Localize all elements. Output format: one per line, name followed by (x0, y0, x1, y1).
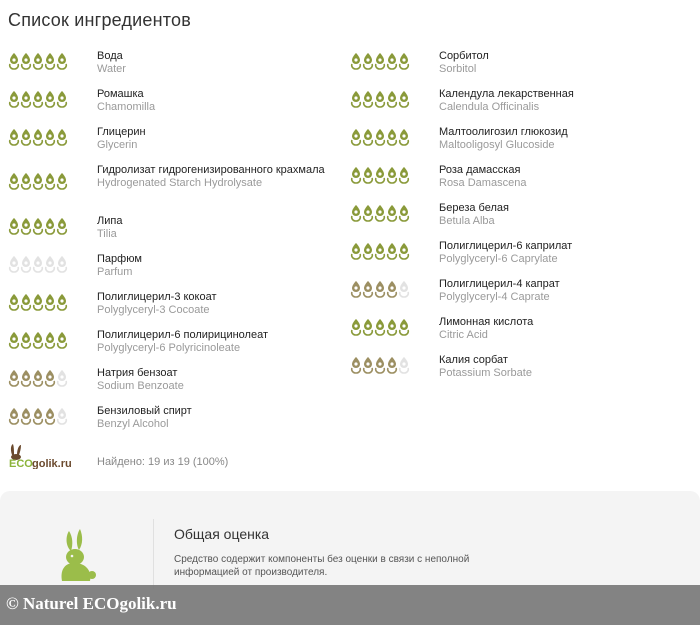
drop-icon (8, 217, 20, 235)
ingredients-column-right (350, 50, 680, 392)
ingredient-name-inci: Water (97, 63, 126, 75)
ingredient-row[interactable] (350, 88, 680, 126)
drop-icon (398, 242, 410, 260)
safety-rating (8, 331, 68, 349)
ingredient-row[interactable] (8, 50, 338, 88)
drop-icon (8, 172, 20, 190)
drop-icon (374, 52, 386, 70)
page-title: Список ингредиентов (8, 10, 192, 30)
ingredient-name-ru[interactable]: Полиглицерил-6 полирицинолеат (97, 329, 268, 341)
ingredient-name-ru[interactable]: Бензиловый спирт (97, 405, 192, 417)
ingredient-row[interactable] (8, 215, 338, 253)
ingredient-name-ru[interactable]: Лимонная кислота (439, 316, 534, 328)
drop-icon (44, 128, 56, 146)
ingredient-names (439, 354, 679, 380)
ingredient-row[interactable] (350, 354, 680, 392)
ingredient-name-inci: Polyglyceryl-6 Polyricinoleate (97, 342, 241, 354)
drop-icon (56, 407, 68, 425)
ingredient-name-ru[interactable]: Малтоолигозил глюкозид (439, 126, 568, 138)
ingredient-row[interactable] (350, 202, 680, 240)
ecogolik-logo-graphic (8, 443, 86, 469)
drop-icon (398, 90, 410, 108)
drop-icon (374, 166, 386, 184)
watermark-bar (0, 585, 700, 625)
drop-icon (32, 369, 44, 387)
drop-icon (362, 128, 374, 146)
ingredient-names (97, 50, 337, 76)
ingredient-name-inci: Sodium Benzoate (97, 380, 184, 392)
ingredient-name-inci: Tilia (97, 228, 117, 240)
ingredient-name-ru[interactable]: Полиглицерил-3 кокоат (97, 291, 217, 303)
drop-icon (44, 255, 56, 273)
rabbit-icon (52, 527, 100, 583)
drop-icon (398, 318, 410, 336)
drop-icon (350, 52, 362, 70)
drop-icon (56, 217, 68, 235)
drop-icon (386, 318, 398, 336)
drop-icon (398, 204, 410, 222)
drop-icon (44, 407, 56, 425)
safety-rating (350, 356, 410, 374)
ingredient-row[interactable] (350, 278, 680, 316)
ingredient-name-ru[interactable]: Глицерин (97, 126, 146, 138)
ingredient-names (439, 164, 679, 190)
ingredient-row[interactable] (8, 405, 338, 443)
drop-icon (350, 280, 362, 298)
ingredient-names (97, 405, 337, 431)
ingredient-name-ru[interactable]: Роза дамасская (439, 164, 521, 176)
drop-icon (362, 280, 374, 298)
drop-icon (32, 217, 44, 235)
drop-icon (350, 356, 362, 374)
drop-icon (32, 52, 44, 70)
drop-icon (20, 369, 32, 387)
drop-icon (32, 172, 44, 190)
ingredient-row[interactable] (350, 164, 680, 202)
ingredient-names (97, 291, 337, 317)
ingredient-row[interactable] (8, 253, 338, 291)
safety-rating (8, 90, 68, 108)
ingredient-name-inci: Glycerin (97, 139, 138, 151)
ingredients-column-left (8, 50, 338, 443)
ingredient-row[interactable] (350, 50, 680, 88)
drop-icon (8, 369, 20, 387)
drop-icon (56, 90, 68, 108)
drop-icon (44, 90, 56, 108)
drop-icon (20, 255, 32, 273)
ingredient-row[interactable] (8, 126, 338, 164)
safety-rating (8, 172, 68, 190)
overall-description: Средство содержит компоненты без оценки в связи с неполной информацией от производителя. (174, 554, 470, 578)
ingredient-names (97, 329, 337, 355)
drop-icon (20, 407, 32, 425)
drop-icon (44, 172, 56, 190)
drop-icon (56, 128, 68, 146)
ingredient-row[interactable] (8, 329, 338, 367)
ingredient-name-ru[interactable]: Липа (97, 215, 123, 227)
safety-rating (8, 369, 68, 387)
ingredient-name-ru[interactable]: Натрия бензоат (97, 367, 178, 379)
drop-icon (386, 166, 398, 184)
ingredient-name-ru[interactable]: Парфюм (97, 253, 142, 265)
ingredient-names (439, 316, 679, 342)
drop-icon (386, 128, 398, 146)
ingredient-name-inci: Polyglyceryl-3 Cocoate (97, 304, 210, 316)
drop-icon (362, 52, 374, 70)
drop-icon (20, 128, 32, 146)
ingredient-names (439, 126, 679, 152)
drop-icon (386, 52, 398, 70)
drop-icon (350, 204, 362, 222)
safety-rating (350, 128, 410, 146)
drop-icon (8, 331, 20, 349)
drop-icon (20, 52, 32, 70)
panel-divider (153, 519, 154, 589)
ingredient-row[interactable] (350, 316, 680, 354)
drop-icon (32, 331, 44, 349)
ingredient-name-ru[interactable]: Календула лекарственная (439, 88, 574, 100)
ingredient-name-inci: Chamomilla (97, 101, 156, 113)
ingredient-name-inci: Benzyl Alcohol (97, 418, 169, 430)
safety-rating (350, 318, 410, 336)
drop-icon (32, 128, 44, 146)
ingredient-name-ru[interactable]: Калия сорбат (439, 354, 508, 366)
ingredient-name-ru[interactable]: Вода (97, 50, 123, 62)
drop-icon (350, 90, 362, 108)
drop-icon (362, 166, 374, 184)
drop-icon (386, 90, 398, 108)
drop-icon (374, 204, 386, 222)
ingredient-row[interactable] (350, 240, 680, 278)
ingredient-row[interactable] (8, 164, 338, 215)
drop-icon (32, 90, 44, 108)
ingredient-name-inci: Polyglyceryl-4 Caprate (439, 291, 550, 303)
drop-icon (374, 242, 386, 260)
ingredient-name-inci: Maltooligosyl Glucoside (439, 139, 555, 151)
drop-icon (398, 356, 410, 374)
drop-icon (8, 52, 20, 70)
ingredient-name-inci: Sorbitol (439, 63, 477, 75)
safety-rating (8, 128, 68, 146)
drop-icon (386, 280, 398, 298)
drop-icon (8, 255, 20, 273)
drop-icon (386, 204, 398, 222)
drop-icon (44, 369, 56, 387)
drop-icon (362, 356, 374, 374)
drop-icon (20, 293, 32, 311)
watermark-text: © Naturel ECOgolik.ru (6, 594, 177, 613)
safety-rating (350, 204, 410, 222)
ingredient-names (439, 88, 679, 114)
safety-rating (350, 242, 410, 260)
ingredient-name-inci: Hydrogenated Starch Hydrolysate (97, 177, 263, 189)
drop-icon (350, 166, 362, 184)
safety-rating (8, 293, 68, 311)
drop-icon (398, 166, 410, 184)
ingredient-name-ru[interactable]: Гидролизат гидрогенизированного крахмала (97, 164, 325, 176)
drop-icon (8, 293, 20, 311)
drop-icon (20, 331, 32, 349)
ingredient-names (439, 50, 679, 76)
ingredient-names (439, 240, 679, 266)
safety-rating (8, 255, 68, 273)
ingredient-row[interactable] (8, 88, 338, 126)
drop-icon (350, 128, 362, 146)
drop-icon (374, 356, 386, 374)
drop-icon (398, 128, 410, 146)
drop-icon (56, 255, 68, 273)
drop-icon (56, 293, 68, 311)
drop-icon (362, 318, 374, 336)
drop-icon (350, 242, 362, 260)
ingredient-names (97, 367, 337, 393)
drop-icon (32, 293, 44, 311)
drop-icon (44, 217, 56, 235)
safety-rating (8, 52, 68, 70)
overall-title: Общая оценка (174, 526, 270, 542)
drop-icon (362, 242, 374, 260)
drop-icon (56, 52, 68, 70)
ingredient-name-ru[interactable]: Полиглицерил-6 каприлат (439, 240, 573, 252)
safety-rating (350, 52, 410, 70)
ingredient-names (97, 215, 337, 241)
ingredient-name-ru[interactable]: Полиглицерил-4 капрат (439, 278, 560, 290)
safety-rating (350, 90, 410, 108)
safety-rating (8, 217, 68, 235)
ingredient-row[interactable] (8, 367, 338, 405)
ingredient-name-inci: Betula Alba (439, 215, 495, 227)
drop-icon (8, 90, 20, 108)
ingredient-name-ru[interactable]: Сорбитол (439, 50, 489, 62)
drop-icon (44, 293, 56, 311)
ingredient-names (439, 202, 679, 228)
drop-icon (386, 242, 398, 260)
drop-icon (44, 52, 56, 70)
ingredient-names (97, 253, 337, 279)
drop-icon (8, 407, 20, 425)
ingredient-name-ru[interactable]: Береза белая (439, 202, 509, 214)
drop-icon (362, 90, 374, 108)
safety-rating (350, 166, 410, 184)
ingredient-name-inci: Citric Acid (439, 329, 488, 341)
drop-icon (374, 128, 386, 146)
drop-icon (350, 318, 362, 336)
drop-icon (20, 172, 32, 190)
drop-icon (20, 90, 32, 108)
drop-icon (32, 407, 44, 425)
ingredient-names (97, 126, 337, 152)
drop-icon (44, 331, 56, 349)
ingredient-name-inci: Calendula Officinalis (439, 101, 540, 113)
ingredient-names (97, 164, 337, 190)
drop-icon (362, 204, 374, 222)
drop-icon (56, 369, 68, 387)
ingredient-names (97, 88, 337, 114)
drop-icon (56, 331, 68, 349)
ingredient-name-inci: Rosa Damascena (439, 177, 527, 189)
drop-icon (32, 255, 44, 273)
ingredient-row[interactable] (8, 291, 338, 329)
drop-icon (398, 52, 410, 70)
drop-icon (56, 172, 68, 190)
found-count: Найдено: 19 из 19 (100%) (97, 456, 229, 468)
drop-icon (374, 90, 386, 108)
drop-icon (386, 356, 398, 374)
ingredient-name-inci: Potassium Sorbate (439, 367, 532, 379)
drop-icon (398, 280, 410, 298)
drop-icon (8, 128, 20, 146)
safety-rating (8, 407, 68, 425)
ecogolik-logo[interactable] (8, 443, 86, 469)
ingredient-name-ru[interactable]: Ромашка (97, 88, 144, 100)
ingredient-names (439, 278, 679, 304)
logo-eco-text: ECO (9, 458, 33, 469)
ingredient-name-inci: Polyglyceryl-6 Caprylate (439, 253, 558, 265)
drop-icon (374, 318, 386, 336)
drop-icon (374, 280, 386, 298)
ingredient-row[interactable] (350, 126, 680, 164)
logo-golik-text: golik.ru (32, 458, 72, 469)
safety-rating (350, 280, 410, 298)
drop-icon (20, 217, 32, 235)
ingredient-name-inci: Parfum (97, 266, 133, 278)
